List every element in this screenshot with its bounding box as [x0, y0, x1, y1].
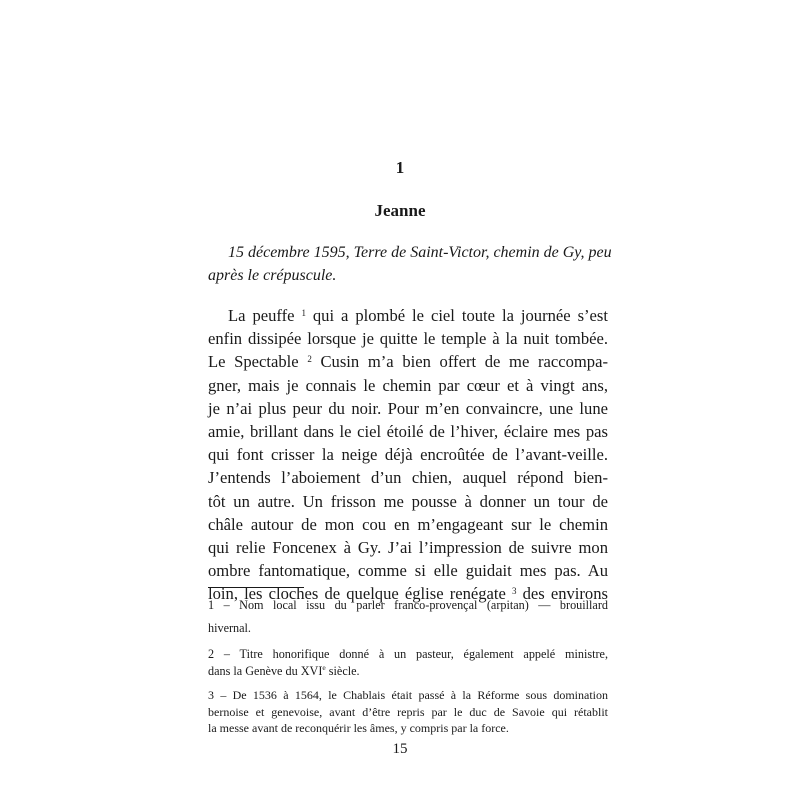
- text-run: dans la Genève du XVI: [208, 664, 323, 678]
- text-run: qui a plombé le ciel toute la journée s’est: [305, 306, 608, 325]
- footnote-1: [208, 594, 608, 640]
- footnote-line: bernoise et genevoise, avant d’être repris par le duc de Savoie qui rétablit: [208, 704, 608, 719]
- text-run: siècle.: [325, 664, 360, 678]
- body-line: qui font crisser la neige déjà encroûtée de l’avant-veille.: [208, 445, 608, 465]
- body-line: enfin dissipée lorsque je quitte le temple à la nuit tombée.: [208, 329, 608, 349]
- footnotes: [208, 594, 608, 743]
- footnote-ref-3: 3: [512, 586, 517, 597]
- footnote-3: [208, 687, 608, 737]
- body-line: J’entends l’aboiement d’un chien, auquel répond bien-: [208, 468, 608, 488]
- text-run: des environs: [516, 584, 608, 604]
- footnote-ref-1: 1: [301, 308, 306, 318]
- footnote-2: [208, 646, 608, 681]
- body-line: [208, 350, 608, 373]
- dateline-line: 15 décembre 1595, Terre de Saint-Victor, chemin de Gy, peu: [228, 244, 612, 261]
- body-line: tôt un autre. Un frisson me pousse à donner un tour de: [208, 491, 608, 511]
- body-line: je n’ai plus peur du noir. Pour m’en convaincre, une lune: [208, 398, 608, 418]
- body-line: amie, brillant dans le ciel étoilé de l’hiver, éclaire mes pas: [208, 421, 608, 441]
- dateline: [208, 241, 612, 287]
- superscript: e: [322, 663, 326, 672]
- footnote-ref-2: 2: [307, 354, 312, 365]
- dateline-line: après le crépuscule.: [208, 267, 337, 284]
- body-line: qui relie Foncenex à Gy. J’ai l’impression de suivre mon: [208, 537, 608, 557]
- footnote-line: la messe avant de reconquérir les âmes, y compris par la force.: [208, 721, 509, 735]
- text-run: La peuffe: [228, 306, 295, 325]
- chapter-title: Jeanne: [374, 201, 426, 220]
- text-run: Cusin m’a bien offert de me raccompa-: [311, 352, 608, 372]
- body-line: gner, mais je connais le chemin par cœur et à vingt ans,: [208, 375, 608, 395]
- text-run: loin, les cloches de quelque église renégate: [208, 584, 506, 604]
- footnote-line: 3 – De 1536 à 1564, le Chablais était passé à la Réforme sous domination: [208, 688, 608, 702]
- text-run: Le Spectable: [208, 352, 299, 372]
- footnote-separator: [208, 587, 304, 588]
- body-line: [208, 304, 608, 327]
- chapter-number: 1: [395, 158, 405, 177]
- body-line: châle autour de mon cou en m’engageant sur le chemin: [208, 514, 608, 534]
- footnote-line: hivernal.: [208, 621, 251, 635]
- body-paragraph: [208, 304, 608, 605]
- page-number: 15: [392, 741, 408, 757]
- body-line: ombre fantomatique, comme si elle guidait mes pas. Au: [208, 561, 608, 581]
- footnote-line: 2 – Titre honorifique donné à un pasteur, également appelé ministre,: [208, 647, 608, 661]
- footnote-line: 1 – Nom local issu du parler franco-provençal (arpitan) — brouillard: [208, 598, 608, 612]
- footnote-line: [208, 663, 608, 681]
